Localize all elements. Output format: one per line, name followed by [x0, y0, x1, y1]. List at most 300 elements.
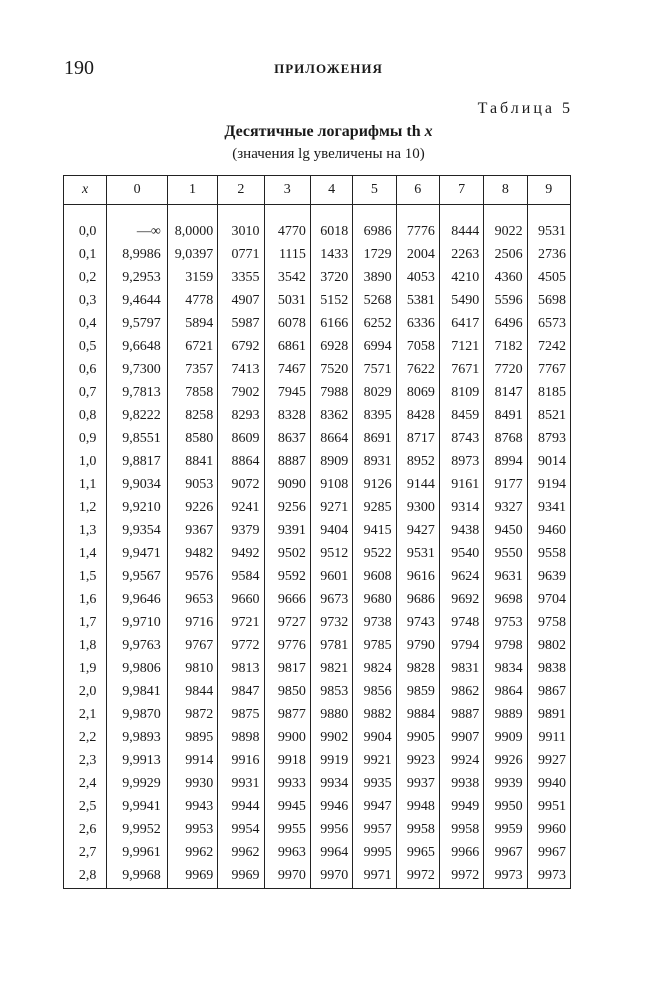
log-value-cell: 9558 [527, 542, 570, 565]
table-row [64, 266, 571, 289]
log-value-cell: 9,7300 [107, 358, 167, 381]
spacer-cell [107, 205, 167, 221]
log-value-cell: 9492 [218, 542, 264, 565]
log-value-cell: 8864 [218, 450, 264, 473]
log-value-cell: 9973 [484, 865, 527, 889]
log-value-cell: 9592 [264, 565, 310, 588]
log-value-cell: 8909 [310, 450, 352, 473]
log-value-cell: 9,9710 [107, 612, 167, 635]
log-value-cell: 9502 [264, 542, 310, 565]
log-value-cell: 9921 [353, 750, 396, 773]
log-value-cell: 5152 [310, 289, 352, 312]
x-value-cell: 0,3 [64, 289, 107, 312]
page-number: 190 [64, 57, 94, 79]
log-value-cell: 9970 [310, 865, 352, 889]
log-value-cell: 9,9646 [107, 589, 167, 612]
x-value-cell: 2,2 [64, 727, 107, 750]
log-value-cell: 9,9034 [107, 473, 167, 496]
log-value-cell: 4505 [527, 266, 570, 289]
log-value-cell: 9954 [218, 819, 264, 842]
table-row [64, 289, 571, 312]
log-value-cell: 8029 [353, 381, 396, 404]
log-value-cell: 7776 [396, 220, 439, 243]
log-value-cell: 8362 [310, 404, 352, 427]
log-value-cell: 9834 [484, 658, 527, 681]
log-value-cell: 7571 [353, 358, 396, 381]
running-head: ПРИЛОЖЕНИЯ [274, 61, 383, 76]
log-value-cell: 9460 [527, 519, 570, 542]
log-value-cell: 7413 [218, 358, 264, 381]
log-value-cell: 2263 [439, 243, 483, 266]
log-value-cell: 9300 [396, 496, 439, 519]
log-value-cell: 2506 [484, 243, 527, 266]
log-value-cell: 9727 [264, 612, 310, 635]
log-value-cell: 1729 [353, 243, 396, 266]
log-value-cell: 9772 [218, 635, 264, 658]
log-value-cell: 9965 [396, 842, 439, 865]
log-value-cell: 9732 [310, 612, 352, 635]
log-value-cell: 9014 [527, 450, 570, 473]
log-value-cell: 9838 [527, 658, 570, 681]
x-value-cell: 2,6 [64, 819, 107, 842]
log-value-cell: 6861 [264, 335, 310, 358]
spacer-cell [396, 205, 439, 221]
log-value-cell: 9,8551 [107, 427, 167, 450]
log-value-cell: 8185 [527, 381, 570, 404]
log-value-cell: 9919 [310, 750, 352, 773]
log-value-cell: 7945 [264, 381, 310, 404]
log-value-cell: 5381 [396, 289, 439, 312]
log-value-cell: 6573 [527, 312, 570, 335]
log-value-cell: 8,9986 [107, 243, 167, 266]
table-body [64, 205, 571, 889]
log-value-cell: 9966 [439, 842, 483, 865]
log-value-cell: 9810 [167, 658, 217, 681]
log-value-cell: 9,2953 [107, 266, 167, 289]
log-value-cell: 8887 [264, 450, 310, 473]
log-value-cell: 5698 [527, 289, 570, 312]
log-value-cell: 9776 [264, 635, 310, 658]
log-value-cell: 9973 [527, 865, 570, 889]
x-value-cell: 1,0 [64, 450, 107, 473]
log-value-cell: 9241 [218, 496, 264, 519]
column-header-5: 5 [353, 176, 396, 205]
log-value-cell: 9758 [527, 612, 570, 635]
log-value-cell: 6496 [484, 312, 527, 335]
log-value-cell: 9512 [310, 542, 352, 565]
log-value-cell: 9889 [484, 704, 527, 727]
spacer-cell [167, 205, 217, 221]
log-value-cell: 9327 [484, 496, 527, 519]
log-value-cell: 7121 [439, 335, 483, 358]
x-value-cell: 0,6 [64, 358, 107, 381]
log-value-cell: 9379 [218, 519, 264, 542]
spacer-cell [439, 205, 483, 221]
x-value-cell: 1,1 [64, 473, 107, 496]
log-value-cell: 9862 [439, 681, 483, 704]
log-value-cell: 6018 [310, 220, 352, 243]
log-value-cell: 9522 [353, 542, 396, 565]
log-value-cell: 9,9870 [107, 704, 167, 727]
x-value-cell: 0,8 [64, 404, 107, 427]
log-value-cell: 9256 [264, 496, 310, 519]
x-value-cell: 2,8 [64, 865, 107, 889]
table-row [64, 565, 571, 588]
log-value-cell: 9950 [484, 796, 527, 819]
log-value-cell: 9962 [167, 842, 217, 865]
table-row [64, 220, 571, 243]
log-value-cell: 9821 [310, 658, 352, 681]
log-value-cell: 9,9763 [107, 635, 167, 658]
log-value-cell: 9692 [439, 589, 483, 612]
log-value-cell: 3542 [264, 266, 310, 289]
log-value-cell: 4360 [484, 266, 527, 289]
log-value-cell: 9785 [353, 635, 396, 658]
log-value-cell: 8994 [484, 450, 527, 473]
log-value-cell: 9867 [527, 681, 570, 704]
log-value-cell: 8444 [439, 220, 483, 243]
log-value-cell: 9916 [218, 750, 264, 773]
log-value-cell: 9781 [310, 635, 352, 658]
log-value-cell: 9194 [527, 473, 570, 496]
log-value-cell: 9914 [167, 750, 217, 773]
x-value-cell: 2,3 [64, 750, 107, 773]
log-value-cell: 8147 [484, 381, 527, 404]
x-value-cell: 0,0 [64, 220, 107, 243]
column-header-9: 9 [527, 176, 570, 205]
log-value-cell: 6792 [218, 335, 264, 358]
table-row [64, 427, 571, 450]
log-value-cell: 9,4644 [107, 289, 167, 312]
log-value-cell: 8109 [439, 381, 483, 404]
log-value-cell: 8793 [527, 427, 570, 450]
log-value-cell: 9972 [439, 865, 483, 889]
log-value-cell: 9856 [353, 681, 396, 704]
table-title [0, 123, 657, 141]
log-value-cell: 9847 [218, 681, 264, 704]
log-value-cell: 9995 [353, 842, 396, 865]
x-value-cell: 1,7 [64, 612, 107, 635]
log-value-cell: 9108 [310, 473, 352, 496]
table-label: Таблица 5 [477, 100, 573, 117]
log-value-cell: 9450 [484, 519, 527, 542]
log-value-cell: 8952 [396, 450, 439, 473]
spacer-row [64, 205, 571, 221]
column-header-4: 4 [310, 176, 352, 205]
column-header-8: 8 [484, 176, 527, 205]
log-value-cell: 9022 [484, 220, 527, 243]
log-value-cell: 9271 [310, 496, 352, 519]
log-value-cell: 8395 [353, 404, 396, 427]
spacer-cell [353, 205, 396, 221]
log-value-cell: 9,9893 [107, 727, 167, 750]
log-value-cell: 9,9806 [107, 658, 167, 681]
x-value-cell: 1,8 [64, 635, 107, 658]
x-value-cell: 2,4 [64, 773, 107, 796]
log-value-cell: 1433 [310, 243, 352, 266]
log-value-cell: 5268 [353, 289, 396, 312]
log-value-cell: 9,5797 [107, 312, 167, 335]
log-value-cell: 7182 [484, 335, 527, 358]
log-value-cell: 9967 [527, 842, 570, 865]
column-header-3: 3 [264, 176, 310, 205]
log-value-cell: 9144 [396, 473, 439, 496]
log-value-cell: 9,0397 [167, 243, 217, 266]
log-value-cell: 9962 [218, 842, 264, 865]
log-value-cell: 9767 [167, 635, 217, 658]
log-value-cell: 9964 [310, 842, 352, 865]
log-value-cell: 9909 [484, 727, 527, 750]
log-value-cell: 9341 [527, 496, 570, 519]
log-value-cell: 7720 [484, 358, 527, 381]
table-row [64, 727, 571, 750]
log-value-cell: 9940 [527, 773, 570, 796]
table-row [64, 381, 571, 404]
log-value-cell: 3720 [310, 266, 352, 289]
log-value-cell: 6986 [353, 220, 396, 243]
log-value-cell: 9972 [396, 865, 439, 889]
log-value-cell: 9934 [310, 773, 352, 796]
log-value-cell: 9,9841 [107, 681, 167, 704]
column-header-2: 2 [218, 176, 264, 205]
log-value-cell: 9904 [353, 727, 396, 750]
log-value-cell: 9226 [167, 496, 217, 519]
log-value-cell: 5894 [167, 312, 217, 335]
log-value-cell: 9967 [484, 842, 527, 865]
log-value-cell: 2736 [527, 243, 570, 266]
log-value-cell: 8069 [396, 381, 439, 404]
log-value-cell: 9948 [396, 796, 439, 819]
log-value-cell: 9,8222 [107, 404, 167, 427]
log-value-cell: 6078 [264, 312, 310, 335]
table-row [64, 773, 571, 796]
log-value-cell: 3010 [218, 220, 264, 243]
table-row [64, 750, 571, 773]
log-value-cell: 9,9952 [107, 819, 167, 842]
log-value-cell: 9955 [264, 819, 310, 842]
log-value-cell: 9404 [310, 519, 352, 542]
log-value-cell: 9927 [527, 750, 570, 773]
log-value-cell: 9531 [396, 542, 439, 565]
column-header-6: 6 [396, 176, 439, 205]
log-value-cell: 6417 [439, 312, 483, 335]
log-value-cell: 6928 [310, 335, 352, 358]
log-value-cell: 2004 [396, 243, 439, 266]
log-value-cell: 9958 [396, 819, 439, 842]
log-value-cell: 9891 [527, 704, 570, 727]
log-value-cell: 9902 [310, 727, 352, 750]
table-row [64, 612, 571, 635]
log-value-cell: 9931 [218, 773, 264, 796]
log-value-cell: 9716 [167, 612, 217, 635]
log-value-cell: 8521 [527, 404, 570, 427]
log-value-cell: 5596 [484, 289, 527, 312]
log-value-cell: 9877 [264, 704, 310, 727]
log-value-cell: 9951 [527, 796, 570, 819]
log-value-cell: 3890 [353, 266, 396, 289]
log-value-cell: 9945 [264, 796, 310, 819]
log-value-cell: 9,7813 [107, 381, 167, 404]
log-value-cell: 9939 [484, 773, 527, 796]
log-value-cell: 9660 [218, 589, 264, 612]
x-value-cell: 2,7 [64, 842, 107, 865]
log-value-cell: 9666 [264, 589, 310, 612]
log-value-cell: 9601 [310, 565, 352, 588]
log-value-cell: 9884 [396, 704, 439, 727]
log-value-cell: 9,9929 [107, 773, 167, 796]
log-value-cell: 9,9961 [107, 842, 167, 865]
log-value-cell: 6166 [310, 312, 352, 335]
x-value-cell: 2,0 [64, 681, 107, 704]
log-value-cell: 9090 [264, 473, 310, 496]
log-value-cell: 7467 [264, 358, 310, 381]
log-value-cell: 9639 [527, 565, 570, 588]
log-value-cell: 4907 [218, 289, 264, 312]
log-value-cell: 9576 [167, 565, 217, 588]
log-value-cell: 9898 [218, 727, 264, 750]
log-value-cell: 7767 [527, 358, 570, 381]
log-value-cell: 9653 [167, 589, 217, 612]
log-value-cell: 7902 [218, 381, 264, 404]
title-prefix: Десятичные логарифмы [224, 123, 407, 140]
log-value-cell: 6252 [353, 312, 396, 335]
log-value-cell: —∞ [107, 220, 167, 243]
log-value-cell: 7242 [527, 335, 570, 358]
header-row [64, 176, 571, 205]
log-value-cell: 9875 [218, 704, 264, 727]
log-value-cell: 8428 [396, 404, 439, 427]
log-value-cell: 9944 [218, 796, 264, 819]
log-value-cell: 9970 [264, 865, 310, 889]
log-value-cell: 9,9968 [107, 865, 167, 889]
log-value-cell: 9969 [167, 865, 217, 889]
log-value-cell: 8258 [167, 404, 217, 427]
log-value-cell: 4210 [439, 266, 483, 289]
log-value-cell: 8,0000 [167, 220, 217, 243]
log-value-cell: 9053 [167, 473, 217, 496]
table-row [64, 796, 571, 819]
log-value-cell: 9285 [353, 496, 396, 519]
log-value-cell: 9887 [439, 704, 483, 727]
log-value-cell: 9911 [527, 727, 570, 750]
log-value-cell: 9956 [310, 819, 352, 842]
column-header-x: x [64, 176, 107, 205]
log-value-cell: 9790 [396, 635, 439, 658]
x-value-cell: 1,2 [64, 496, 107, 519]
log-value-cell: 9673 [310, 589, 352, 612]
log-value-cell: 9926 [484, 750, 527, 773]
log-value-cell: 9831 [439, 658, 483, 681]
log-value-cell: 5031 [264, 289, 310, 312]
table-row [64, 542, 571, 565]
log-value-cell: 9531 [527, 220, 570, 243]
log-value-cell: 8609 [218, 427, 264, 450]
log-value-cell: 9957 [353, 819, 396, 842]
log-value-cell: 7622 [396, 358, 439, 381]
table-row [64, 335, 571, 358]
log-value-cell: 5987 [218, 312, 264, 335]
log-value-cell: 6994 [353, 335, 396, 358]
spacer-cell [218, 205, 264, 221]
table-row [64, 450, 571, 473]
log-value-cell: 8841 [167, 450, 217, 473]
log-value-cell: 5490 [439, 289, 483, 312]
log-value-cell: 9930 [167, 773, 217, 796]
table-row [64, 681, 571, 704]
log-value-cell: 9844 [167, 681, 217, 704]
log-value-cell: 9933 [264, 773, 310, 796]
log-value-cell: 9907 [439, 727, 483, 750]
x-value-cell: 2,5 [64, 796, 107, 819]
log-value-cell: 8328 [264, 404, 310, 427]
log-value-cell: 9608 [353, 565, 396, 588]
table-row [64, 404, 571, 427]
column-header-7: 7 [439, 176, 483, 205]
log-value-cell: 8491 [484, 404, 527, 427]
log-value-cell: 9794 [439, 635, 483, 658]
x-value-cell: 0,7 [64, 381, 107, 404]
x-value-cell: 1,4 [64, 542, 107, 565]
log-value-cell: 9905 [396, 727, 439, 750]
log-value-cell: 9,9471 [107, 542, 167, 565]
log-value-cell: 9698 [484, 589, 527, 612]
log-value-cell: 9900 [264, 727, 310, 750]
table-row [64, 473, 571, 496]
log-value-cell: 9314 [439, 496, 483, 519]
log-value-cell: 9391 [264, 519, 310, 542]
x-value-cell: 1,6 [64, 589, 107, 612]
log-value-cell: 9550 [484, 542, 527, 565]
log-value-cell: 8580 [167, 427, 217, 450]
log-value-cell: 9953 [167, 819, 217, 842]
log-value-cell: 9126 [353, 473, 396, 496]
log-value-cell: 9624 [439, 565, 483, 588]
log-value-cell: 9367 [167, 519, 217, 542]
log-value-cell: 4053 [396, 266, 439, 289]
log-value-cell: 9864 [484, 681, 527, 704]
log-value-cell: 9947 [353, 796, 396, 819]
log-value-cell: 9958 [439, 819, 483, 842]
log-value-cell: 9828 [396, 658, 439, 681]
log-value-cell: 9753 [484, 612, 527, 635]
log-value-cell: 8691 [353, 427, 396, 450]
title-argument: x [424, 123, 433, 140]
log-value-cell: 9946 [310, 796, 352, 819]
table-row [64, 589, 571, 612]
log-value-cell: 9817 [264, 658, 310, 681]
log-value-cell: 9161 [439, 473, 483, 496]
x-value-cell: 1,5 [64, 565, 107, 588]
log-value-cell: 9850 [264, 681, 310, 704]
log-value-cell: 8743 [439, 427, 483, 450]
table-row [64, 704, 571, 727]
log-value-cell: 9969 [218, 865, 264, 889]
log-value-cell: 9,9354 [107, 519, 167, 542]
table-subtitle: (значения lg увеличены на 10) [232, 146, 425, 162]
log-value-cell: 9824 [353, 658, 396, 681]
log-value-cell: 7058 [396, 335, 439, 358]
log-value-cell: 9935 [353, 773, 396, 796]
log-value-cell: 8973 [439, 450, 483, 473]
x-value-cell: 1,9 [64, 658, 107, 681]
table-row [64, 519, 571, 542]
log-value-cell: 9631 [484, 565, 527, 588]
log-value-cell: 8768 [484, 427, 527, 450]
log-value-cell: 9813 [218, 658, 264, 681]
log-value-cell: 9,6648 [107, 335, 167, 358]
log-value-cell: 9704 [527, 589, 570, 612]
log-value-cell: 7858 [167, 381, 217, 404]
